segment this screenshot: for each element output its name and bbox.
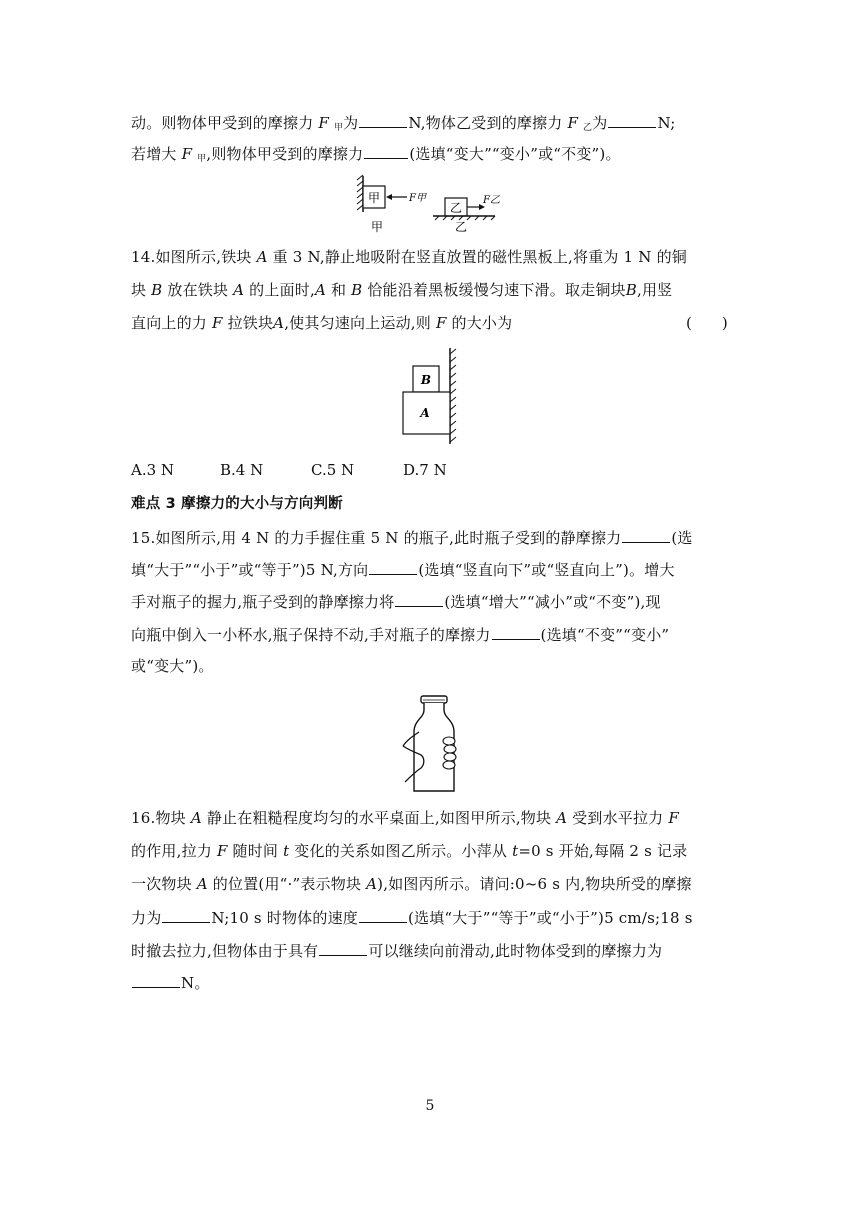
blackboard-hatching <box>450 349 456 442</box>
q15-text: 或“变大”)。 <box>131 657 214 675</box>
var-t: t <box>283 842 290 860</box>
q14-text: 放在铁块 <box>167 281 229 299</box>
answer-blank[interactable] <box>132 972 180 988</box>
q15-line-1 <box>131 527 693 548</box>
answer-blank[interactable] <box>622 527 670 543</box>
q16-text: 一次物块 <box>131 875 192 893</box>
q16-text: 受到水平拉力 <box>572 809 664 827</box>
block-jia-label: 甲 <box>367 191 381 205</box>
q14-text: 的上面时, <box>249 281 315 299</box>
var-B: B <box>351 281 363 299</box>
q16-text: 随时间 <box>232 842 279 860</box>
q16-line-3 <box>131 874 692 894</box>
q16-text: 力为 <box>131 909 162 927</box>
bottle-figure <box>397 694 477 794</box>
block-a-label: A <box>420 406 430 420</box>
var-B: B <box>625 281 637 299</box>
q13-text: (选填“变大”“变小”或“不变”)。 <box>409 145 621 163</box>
q13-line-1 <box>131 112 676 138</box>
q16-line-2 <box>131 841 687 861</box>
force-label-yi: F乙 <box>483 195 500 206</box>
q16-text: 时撤去拉力,但物体由于具有 <box>131 942 319 960</box>
q14-text: 14.如图所示,铁块 <box>131 248 252 266</box>
q14-line-3 <box>131 313 512 333</box>
q13-text: 为 <box>343 114 359 132</box>
q14-figure <box>400 346 470 446</box>
q16-text: ),如图丙所示。请问:0~6 s 内,物块所受的摩擦 <box>377 875 692 893</box>
q16-line-4 <box>131 907 693 928</box>
q16-text: 的作用,拉力 <box>131 842 212 860</box>
option-b[interactable]: B.4 N <box>220 461 264 479</box>
q16-text: N;10 s 时物体的速度 <box>211 909 358 927</box>
q15-text: (选填“增大”“减小”或“不变”),现 <box>444 593 661 611</box>
answer-blank[interactable] <box>364 143 408 159</box>
q15-line-2 <box>131 559 675 580</box>
arrowhead <box>386 194 392 200</box>
q14-text: 重 3 N,静止地吸附在竖直放置的磁性黑板上,将重为 1 N 的铜 <box>272 248 687 266</box>
var-F: F <box>668 809 679 827</box>
q16-line-5 <box>131 940 662 961</box>
q13-text: 动。则物体甲受到的摩擦力 <box>131 114 314 132</box>
q14-text: 的大小为 <box>451 314 513 332</box>
q13-text: N,物体乙受到的摩擦力 <box>408 114 563 132</box>
q15-text: (选填“竖直向下”或“竖直向上”)。增大 <box>418 561 675 579</box>
q14-line-2 <box>131 280 672 300</box>
q13-text: 若增大 <box>131 145 177 163</box>
q14-text: 块 <box>131 281 147 299</box>
option-c[interactable]: C.5 N <box>311 461 355 479</box>
var-A: A <box>556 809 568 827</box>
q13-line-2 <box>131 143 621 169</box>
block-yi-label: 乙 <box>449 201 463 215</box>
answer-blank[interactable] <box>359 112 407 128</box>
var-A: A <box>190 809 202 827</box>
answer-paren[interactable]: ( ) <box>686 314 728 332</box>
q14-text: 恰能沿着黑板缓慢匀速下滑。取走铜块 <box>367 281 626 299</box>
block-b-label: B <box>420 373 432 387</box>
answer-blank[interactable] <box>492 624 540 640</box>
var-A: A <box>366 875 378 893</box>
var-A: A <box>256 248 268 266</box>
var-A: A <box>233 281 245 299</box>
q16-text: 可以继续向前滑动,此时物体受到的摩擦力为 <box>368 942 663 960</box>
var-F: F <box>435 314 447 332</box>
subscript-jia: 甲 <box>197 154 207 164</box>
section-heading: 难点 3 摩擦力的大小与方向判断 <box>131 496 343 512</box>
q16-text: (选填“大于”“等于”或“小于”)5 cm/s;18 s <box>407 909 693 927</box>
q15-line-5 <box>131 656 214 676</box>
wall-hatching <box>357 175 363 210</box>
q14-text: 拉铁块 <box>227 314 274 332</box>
q16-text: =0 s 开始,每隔 2 s 记录 <box>518 842 688 860</box>
q14-text: ,用竖 <box>636 281 673 299</box>
q15-line-3 <box>131 591 661 612</box>
q15-line-4 <box>131 624 669 645</box>
var-F: F <box>181 145 193 163</box>
var-B: B <box>151 281 163 299</box>
q15-text: (选填“不变”“变小” <box>540 626 670 644</box>
q14-text: ,使其匀速向上运动,则 <box>284 314 431 332</box>
q15-text: 填“大于”“小于”或“等于”)5 N,方向 <box>131 561 369 579</box>
var-A: A <box>196 875 208 893</box>
answer-blank[interactable] <box>162 907 210 923</box>
answer-blank[interactable] <box>359 907 407 923</box>
q16-text: N。 <box>181 974 210 992</box>
option-a[interactable]: A.3 N <box>131 461 175 479</box>
q15-text: 15.如图所示,用 4 N 的力手握住重 5 N 的瓶子,此时瓶子受到的静摩擦力 <box>131 529 622 547</box>
q15-text: (选 <box>671 529 693 547</box>
q13-text: N; <box>657 114 676 132</box>
caption-jia: 甲 <box>370 220 384 234</box>
page-number: 5 <box>425 1098 435 1114</box>
q13-text: 为 <box>592 114 608 132</box>
q16-line-6 <box>131 972 210 993</box>
option-d[interactable]: D.7 N <box>403 461 447 479</box>
var-A: A <box>273 314 285 332</box>
q15-text: 手对瓶子的握力,瓶子受到的静摩擦力将 <box>131 593 395 611</box>
q16-line-1 <box>131 808 679 828</box>
q14-line-1 <box>131 247 687 267</box>
var-F: F <box>216 842 228 860</box>
q13-figure <box>355 172 505 234</box>
subscript-jia: 甲 <box>333 123 344 133</box>
bottle-cap <box>421 696 447 703</box>
q13-text: ,则物体甲受到的摩擦力 <box>206 145 364 163</box>
subscript-yi: 乙 <box>583 123 593 133</box>
q16-text: 16.物块 <box>131 809 186 827</box>
var-F: F <box>211 314 223 332</box>
var-F: F <box>567 114 579 132</box>
q14-text: 和 <box>330 281 347 299</box>
var-A: A <box>314 281 326 299</box>
q14-text: 直向上的力 <box>131 314 208 332</box>
var-t: t <box>512 842 519 860</box>
force-label-jia: F甲 <box>409 193 426 204</box>
q16-text: 变化的关系如图乙所示。小萍从 <box>294 842 508 860</box>
answer-blank[interactable] <box>369 559 417 575</box>
q16-text: 静止在粗糙程度均匀的水平桌面上,如图甲所示,物块 <box>206 809 552 827</box>
answer-blank[interactable] <box>608 112 656 128</box>
q15-text: 向瓶中倒入一小杯水,瓶子保持不动,手对瓶子的摩擦力 <box>131 626 491 644</box>
answer-blank[interactable] <box>319 940 367 956</box>
var-F: F <box>318 114 329 132</box>
caption-yi: 乙 <box>454 220 468 234</box>
answer-blank[interactable] <box>395 591 443 607</box>
q16-text: 的位置(用“·”表示物块 <box>212 875 362 893</box>
